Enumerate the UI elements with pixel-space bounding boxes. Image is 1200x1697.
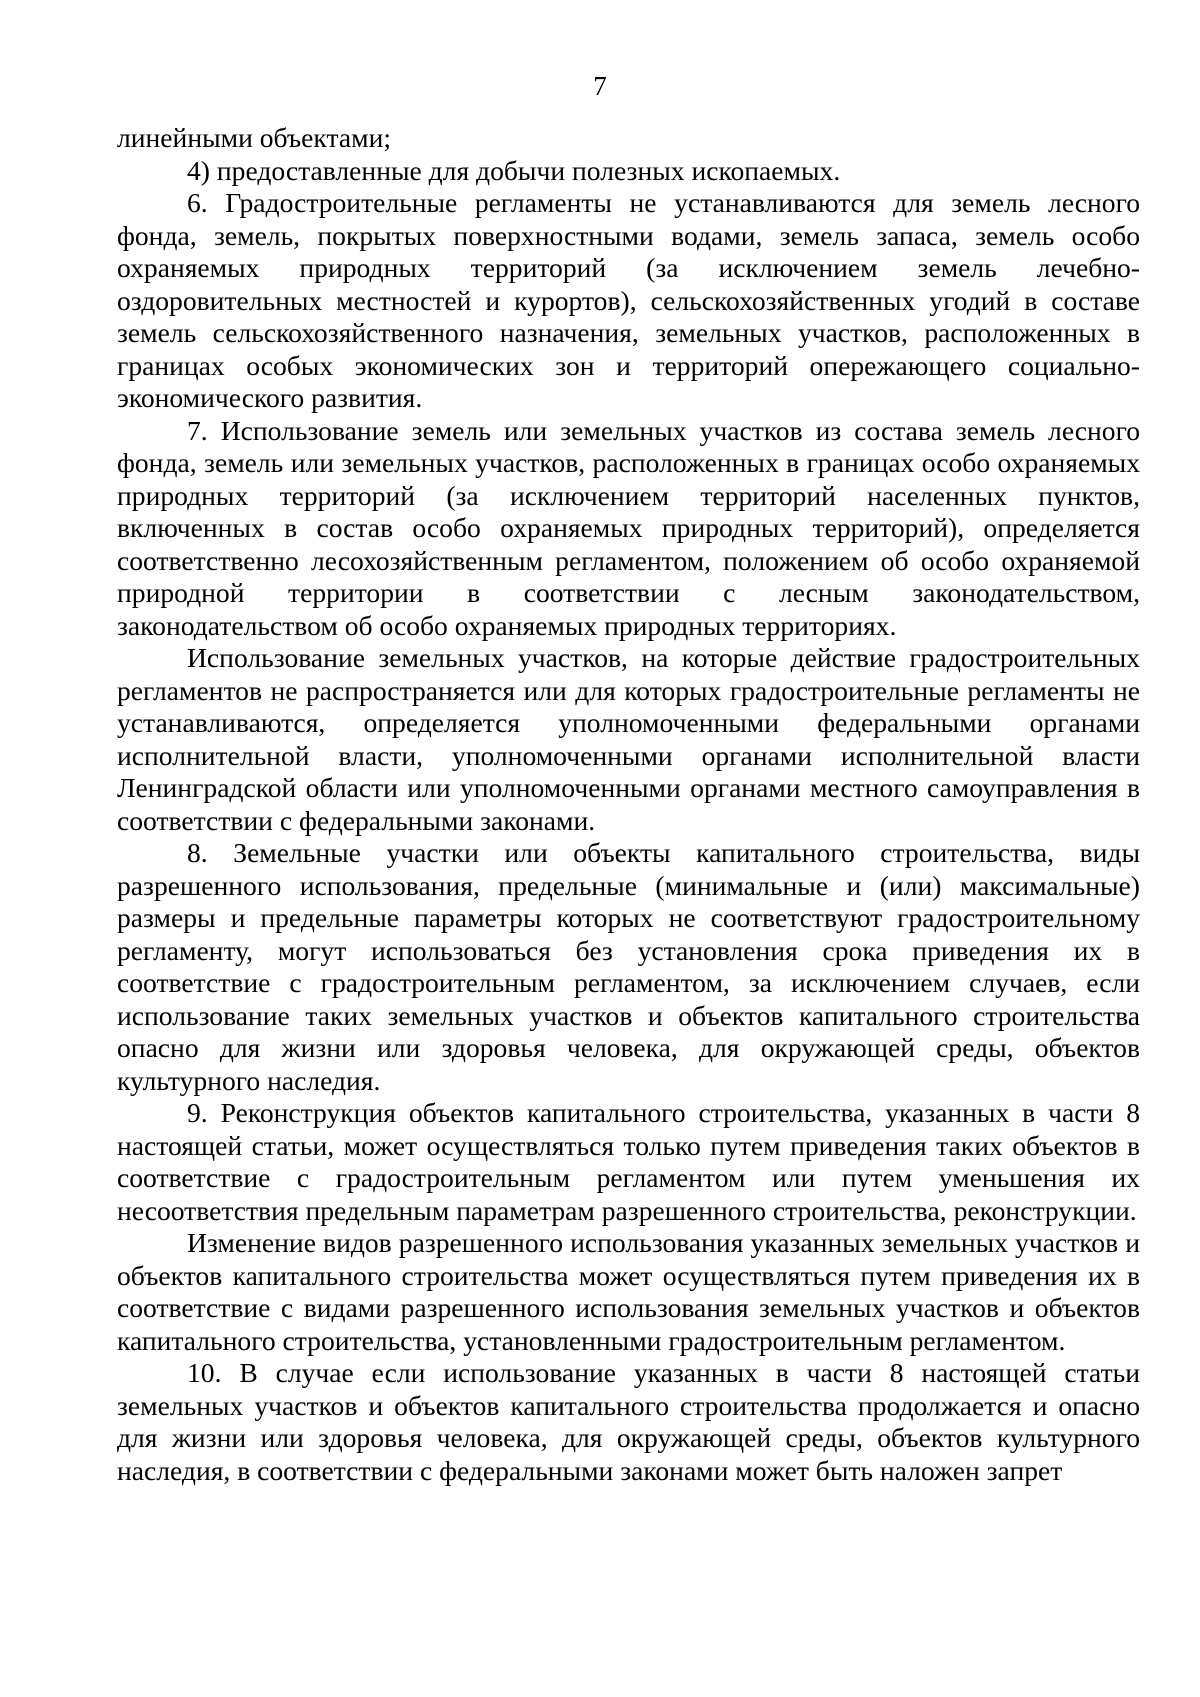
paragraph: Использование земельных участков, на которые действие градостроительных регламентов не распространяется или для которых градостроительные регламенты не устанавливаются, определяется уполномоченными федеральными органами исполнительной власти, уполномоченными органами исполнительной власти Ленинградской области или уполномоченными органами местного самоуправления в соответствии с федеральными законами.: [117, 642, 1140, 836]
paragraph-item-4: 4) предоставленные для добычи полезных ископаемых.: [187, 154, 841, 186]
paragraph-section-10: 10. В случае если использование указанных в части 8 настоящей статьи земельных участков и объектов капитального строительства продолжается и опасно для жизни или здоровья человека, для окружающей среды, объектов культурного наследия, в соответствии с федеральными законами может быть наложен запрет: [117, 1357, 1140, 1486]
paragraph-section-7: 7. Использование земель или земельных участков из состава земель лесного фонда, земель или земельных участков, расположенных в границах особо охраняемых природных территорий (за исключением территорий населенных пунктов, включенных в состав особо охраняемых природных территорий), определяется соответственно лесохозяйственным регламентом, положением об особо охраняемой природной территории в соответствии с лесным законодательством, законодательством об особо охраняемых природных территориях.: [117, 414, 1140, 641]
paragraph-section-6: 6. Градостроительные регламенты не устанавливаются для земель лесного фонда, земель, покрытых поверхностными водами, земель запаса, земель особо охраняемых природных территорий (за исключением земель лечебно-оздоровительных местностей и курортов), сельскохозяйственных угодий в составе земель сельскохозяйственного назначения, земельных участков, расположенных в границах особых экономических зон и территорий опережающего социально-экономического развития.: [117, 187, 1140, 413]
document-body: [117, 122, 1140, 1487]
paragraph-section-9: 9. Реконструкция объектов капитального строительства, указанных в части 8 настоящей статьи, может осуществляться только путем приведения таких объектов в соответствие с градостроительным регламентом или путем уменьшения их несоответствия предельным параметрам разрешенного строительства, реконструкции.: [117, 1097, 1140, 1226]
paragraph-section-8: 8. Земельные участки или объекты капитального строительства, виды разрешенного использования, предельные (минимальные и (или) максимальные) размеры и предельные параметры которых не соответствуют градостроительному регламенту, могут использоваться без установления срока приведения их в соответствие с градостроительным регламентом, за исключением случаев, если использование таких земельных участков и объектов капитального строительства опасно для жизни или здоровья человека, для окружающей среды, объектов культурного наследия.: [117, 837, 1140, 1096]
paragraph: Изменение видов разрешенного использования указанных земельных участков и объектов капитального строительства может осуществляться путем приведения их в соответствие с видами разрешенного использования земельных участков и объектов капитального строительства, установленными градостроительным регламентом.: [117, 1227, 1140, 1356]
paragraph: линейными объектами;: [117, 122, 391, 153]
page-number: 7: [593, 71, 607, 101]
